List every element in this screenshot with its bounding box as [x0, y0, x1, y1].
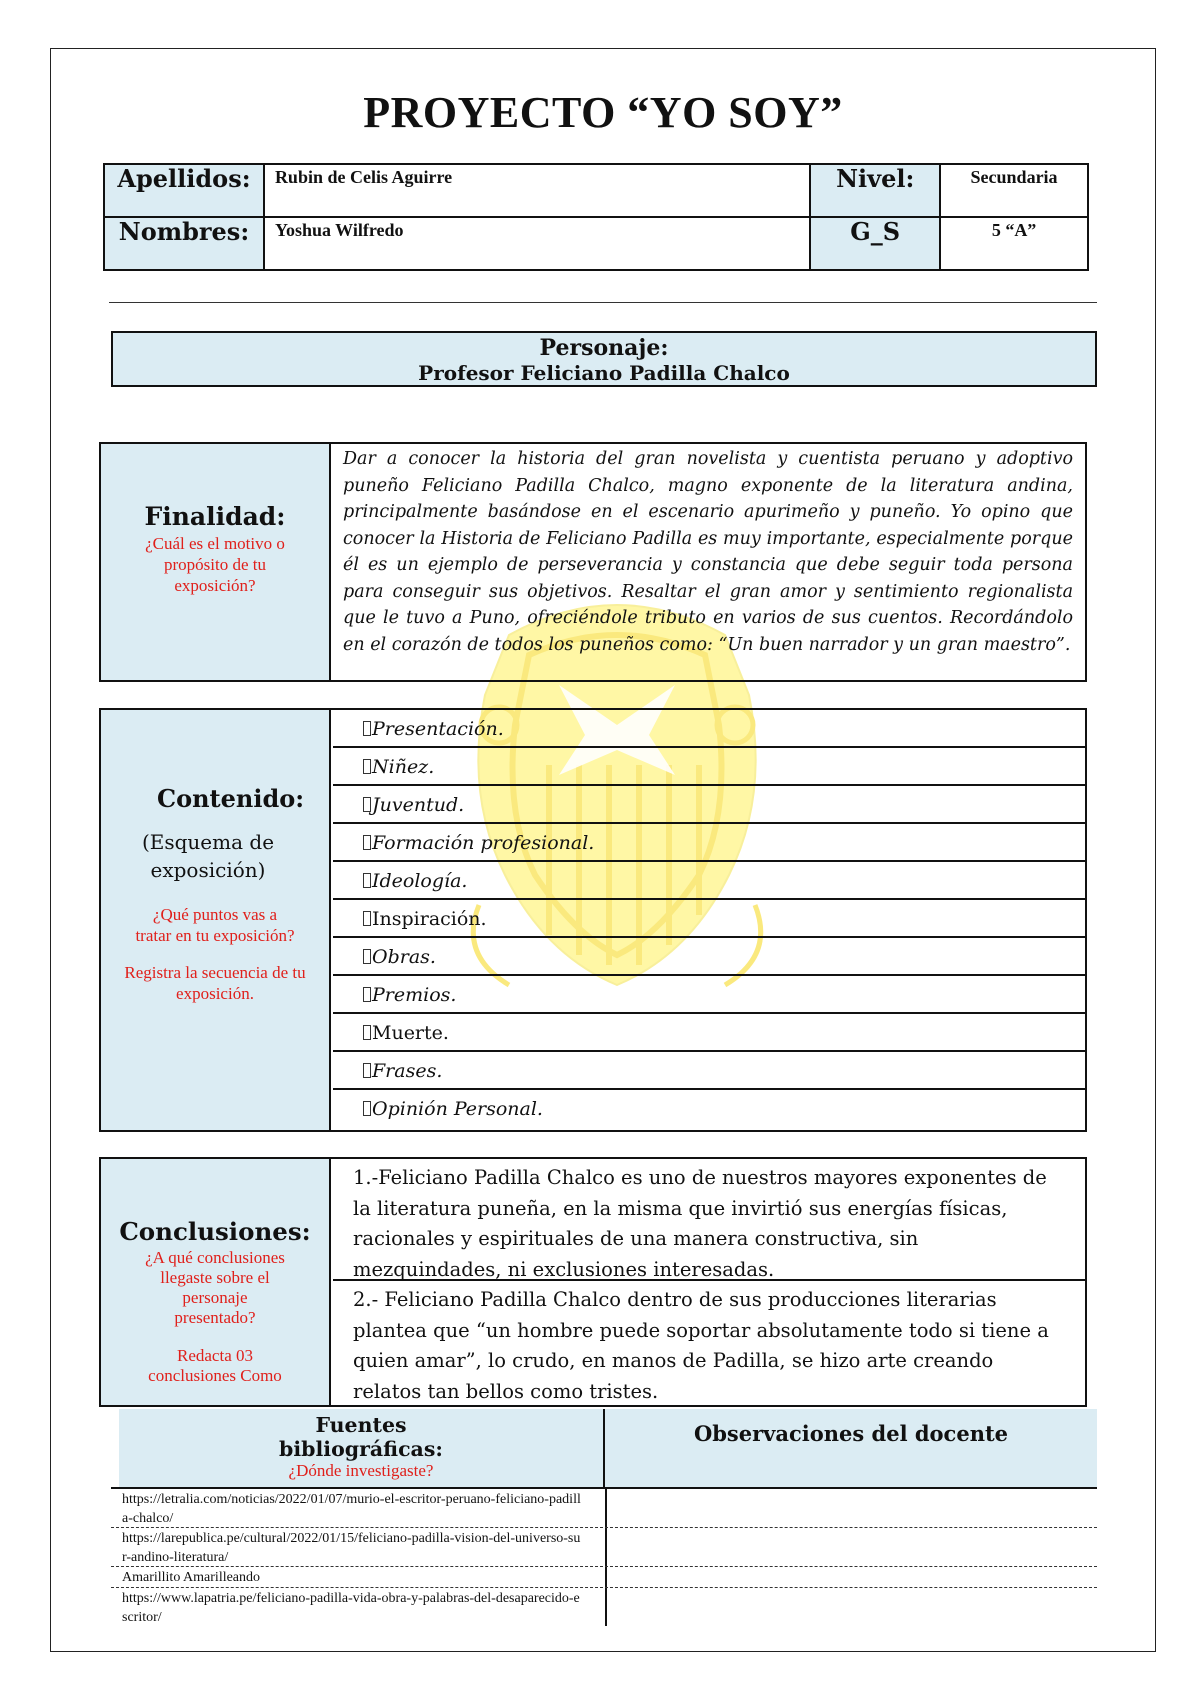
- contenido-item: [333, 900, 1085, 938]
- conclusiones-question: ¿A qué conclusiones llegaste sobre el personaje presentado?: [145, 1248, 285, 1327]
- contenido-list: [333, 710, 1085, 1130]
- contenido-item-text: Ideología.: [372, 870, 468, 892]
- bullet-icon: [363, 1063, 371, 1078]
- bullet-icon: [363, 797, 371, 812]
- conclusiones-instruction: Redacta 03 conclusiones Como: [148, 1346, 282, 1385]
- separator-line: [109, 302, 1097, 303]
- contenido-item-text: Formación profesional.: [372, 832, 595, 854]
- contenido-item: [333, 1014, 1085, 1052]
- contenido-item: [333, 710, 1085, 748]
- contenido-item-text: Niñez.: [372, 756, 435, 778]
- contenido-item: [333, 1052, 1085, 1090]
- conclusion-1: 1.-Feliciano Padilla Chalco es uno de nuestros mayores exponentes de la literatura puneña, en la misma que invirtió sus energías físicas, racionales y espirituales de una manera constructiva, sin mezquindades, ni exclusiones interesadas.: [333, 1159, 1085, 1281]
- finalidad-label-cell: [101, 444, 331, 680]
- gs-label: G_S: [810, 217, 940, 270]
- personaje-box: [111, 331, 1097, 387]
- page-title: PROYECTO “YO SOY”: [363, 88, 843, 137]
- conclusion-2: 2.- Feliciano Padilla Chalco dentro de sus producciones literarias plantea que “un hombre puede soportar absolutamente todo si tiene a quien amar”, lo crudo, en manos de Padilla, se hizo arte creando relatos tan bellos como tristes.: [353, 1288, 1049, 1403]
- fuente-item: Amarillito Amarilleando: [122, 1570, 261, 1585]
- finalidad-question: ¿Cuál es el motivo o propósito de tu exposición?: [145, 534, 285, 595]
- contenido-item: [333, 786, 1085, 824]
- nivel-value: Secundaria: [940, 164, 1088, 217]
- contenido-item: [333, 938, 1085, 976]
- contenido-item: [333, 1090, 1085, 1128]
- bullet-icon: [363, 987, 371, 1002]
- conclusiones-label: Conclusiones:: [119, 1217, 311, 1246]
- contenido-item-text: Obras.: [372, 946, 436, 968]
- apellidos-value: Rubin de Celis Aguirre: [264, 164, 810, 217]
- nombres-label: Nombres:: [104, 217, 264, 270]
- observaciones-label: Observaciones del docente: [693, 1421, 1009, 1446]
- contenido-item-text: Inspiración.: [372, 908, 487, 930]
- contenido-item: [333, 748, 1085, 786]
- contenido-item: [333, 824, 1085, 862]
- fuente-item: https://www.lapatria.pe/feliciano-padilla-vida-obra-y-palabras-del-desaparecido-escritor/: [122, 1591, 580, 1625]
- personaje-name: Profesor Feliciano Padilla Chalco: [418, 361, 790, 385]
- apellidos-label: Apellidos:: [104, 164, 264, 217]
- conclusiones-label-cell: [101, 1159, 331, 1405]
- contenido-item-text: Premios.: [372, 984, 457, 1006]
- fuente-item: https://letralia.com/noticias/2022/01/07/murio-el-escritor-peruano-feliciano-padilla-chalco/: [122, 1492, 581, 1526]
- contenido-item: [333, 976, 1085, 1014]
- contenido-label: Contenido:: [157, 784, 305, 813]
- document-page: [50, 48, 1156, 1652]
- personaje-label: Personaje:: [539, 335, 669, 361]
- contenido-item-text: Frases.: [372, 1060, 443, 1082]
- fuentes-header: [119, 1409, 605, 1487]
- nombres-value: Yoshua Wilfredo: [264, 217, 810, 270]
- contenido-item-text: Opinión Personal.: [372, 1098, 543, 1120]
- bullet-icon: [363, 759, 371, 774]
- column-divider: [605, 1487, 607, 1626]
- finalidad-text: Dar a conocer la historia del gran novelista y cuentista peruano y adoptivo puneño Feliciano Padilla Chalco, magno exponente de la literatura andina, principalmente basándose en el escenario apurimeño y puneño. Yo opino que conocer la Historia de Feliciano Padilla es muy importante, especialmente porque él es un ejemplo de perseverancia y constancia que debe seguir toda persona para conseguir sus objetivos. Resaltar el gran amor y sentimiento regionalista que le tuvo a Puno, ofreciéndole tributo en varios de sus cuentos. Recordándolo en el corazón de todos los puneños como: “Un buen narrador y un gran maestro”.: [343, 449, 1073, 655]
- contenido-item-text: Presentación.: [372, 718, 504, 740]
- bullet-icon: [363, 949, 371, 964]
- contenido-sublabel: (Esquema de exposición): [141, 830, 275, 882]
- fuentes-label: Fuentes bibliográficas:: [279, 1413, 443, 1461]
- contenido-item-text: Juventud.: [372, 794, 465, 816]
- observaciones-header: [605, 1409, 1097, 1487]
- contenido-instruction: Registra la secuencia de tu exposición.: [124, 963, 306, 1003]
- bullet-icon: [363, 873, 371, 888]
- nivel-label: Nivel:: [810, 164, 940, 217]
- student-info-table: [103, 163, 1089, 271]
- bullet-icon: [363, 1101, 371, 1116]
- bullet-icon: [363, 721, 371, 736]
- contenido-label-cell: [101, 710, 331, 1130]
- fuente-item: https://larepublica.pe/cultural/2022/01/15/feliciano-padilla-vision-del-universo-sur-andino-literatura/: [122, 1531, 581, 1565]
- bullet-icon: [363, 911, 371, 926]
- contenido-item-text: Muerte.: [372, 1022, 449, 1044]
- fuentes-section: [111, 1409, 1097, 1629]
- gs-value: 5 “A”: [940, 217, 1088, 270]
- bullet-icon: [363, 835, 371, 850]
- finalidad-section: [99, 442, 1087, 682]
- contenido-section: [99, 708, 1087, 1132]
- fuentes-question: ¿Dónde investigaste?: [288, 1461, 434, 1480]
- contenido-item: [333, 862, 1085, 900]
- finalidad-label: Finalidad:: [144, 502, 286, 531]
- bullet-icon: [363, 1025, 371, 1040]
- conclusiones-section: [99, 1157, 1087, 1407]
- contenido-question: ¿Qué puntos vas a tratar en tu exposición?: [135, 905, 295, 945]
